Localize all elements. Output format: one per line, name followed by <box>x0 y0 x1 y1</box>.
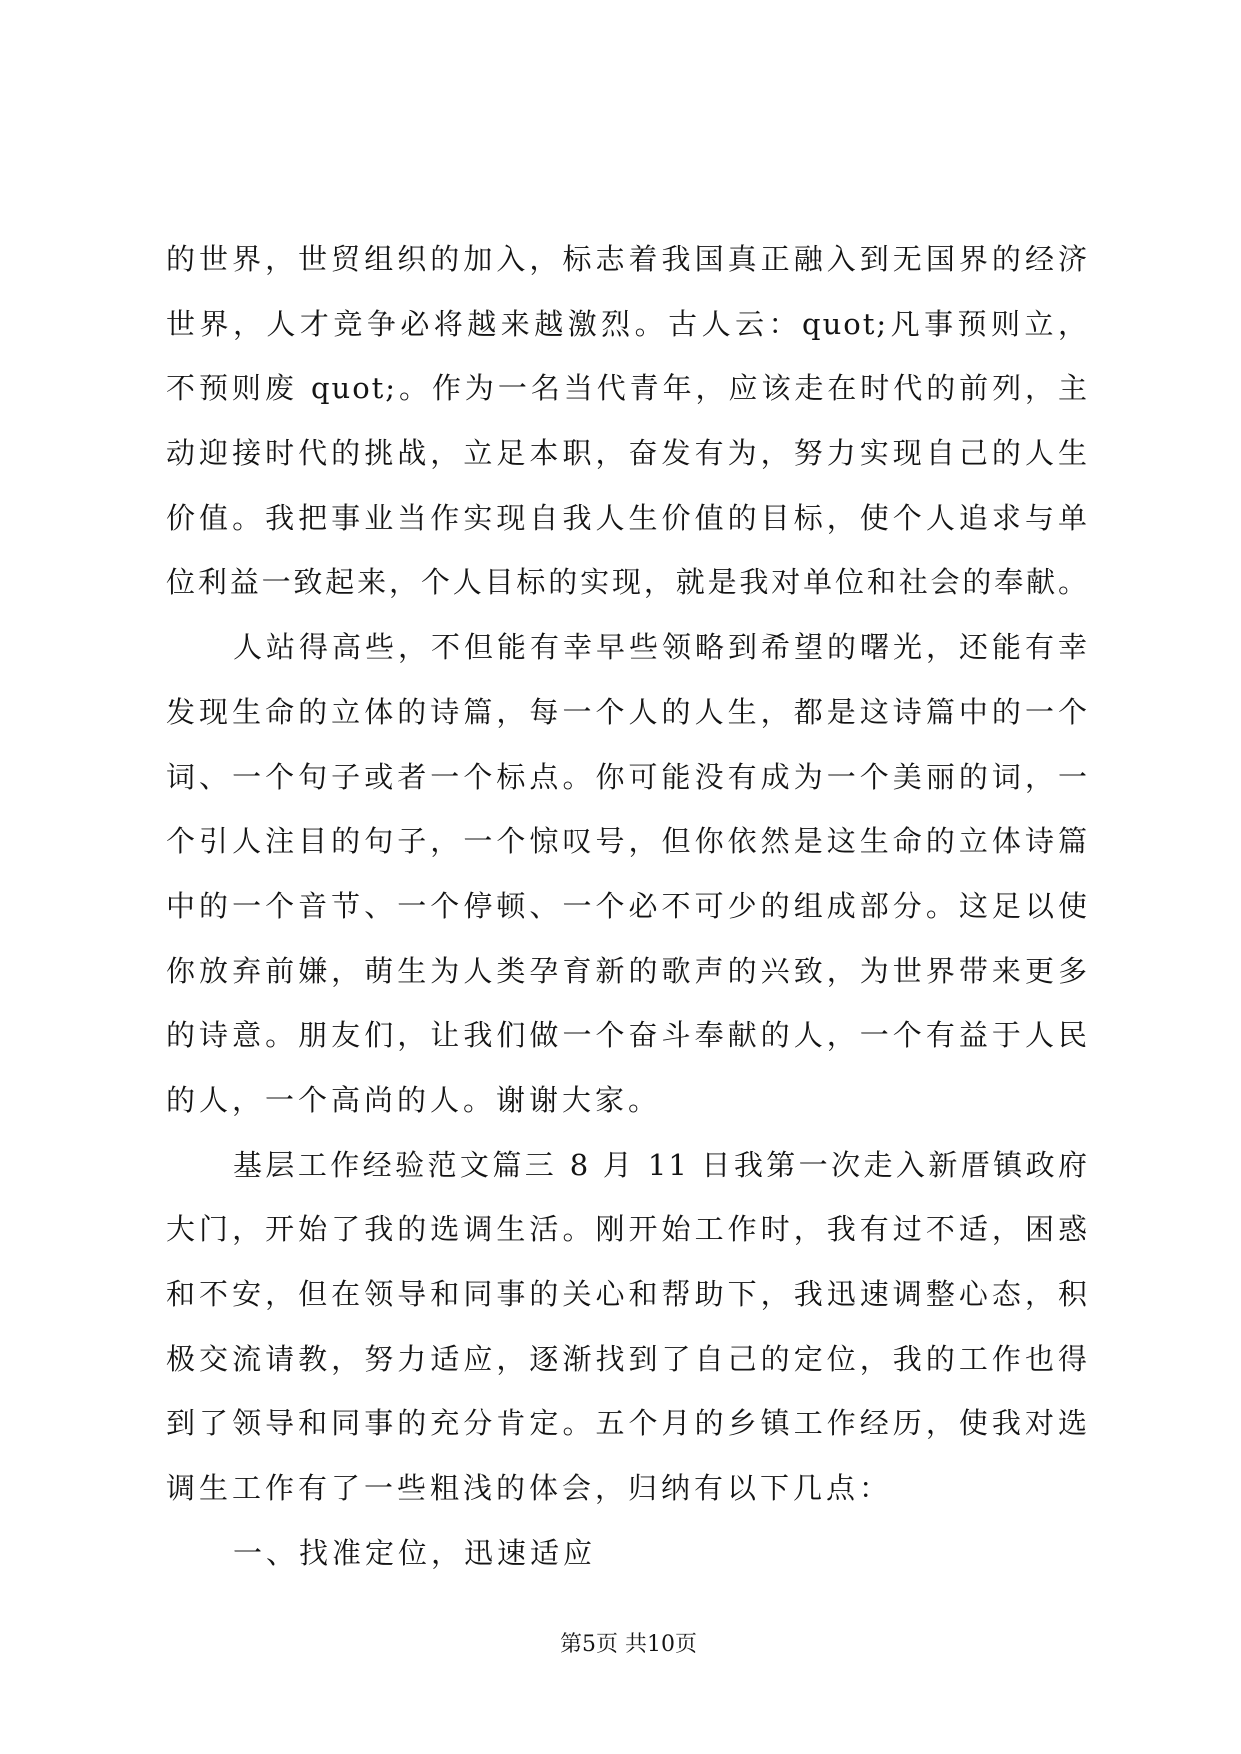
text-line: 世界，人才竞争必将越来越激烈。古人云：quot;凡事预则立， <box>166 306 1089 341</box>
paragraph <box>166 615 1089 1133</box>
paragraph <box>166 1133 1089 1521</box>
text-line: 的人，一个高尚的人。谢谢大家。 <box>166 1082 662 1117</box>
page-footer: 第5页 共10页 <box>560 1632 697 1657</box>
text-line: 基层工作经验范文篇三 8 月 11 日我第一次走入新厝镇政府 <box>233 1147 1089 1182</box>
text-line: 你放弃前嫌，萌生为人类孕育新的歌声的兴致，为世界带来更多 <box>166 953 1089 988</box>
text-line: 中的一个音节、一个停顿、一个必不可少的组成部分。这足以使 <box>166 888 1089 923</box>
text-line: 位利益一致起来，个人目标的实现，就是我对单位和社会的奉献。 <box>166 565 1089 600</box>
text-line: 价值。我把事业当作实现自我人生价值的目标，使个人追求与单 <box>166 500 1089 535</box>
text-line: 和不安，但在领导和同事的关心和帮助下，我迅速调整心态，积 <box>166 1277 1089 1311</box>
text-line: 个引人注目的句子，一个惊叹号，但你依然是这生命的立体诗篇 <box>166 824 1089 859</box>
paragraph-continuation <box>166 227 1089 615</box>
text-line: 发现生命的立体的诗篇，每一个人的人生，都是这诗篇中的一个 <box>166 694 1089 729</box>
text-line: 的诗意。朋友们，让我们做一个奋斗奉献的人，一个有益于人民 <box>166 1018 1089 1053</box>
text-line: 调生工作有了一些粗浅的体会，归纳有以下几点： <box>166 1471 893 1506</box>
text-line: 极交流请教，努力适应，逐渐找到了自己的定位，我的工作也得 <box>166 1341 1089 1376</box>
text-line: 人站得高些，不但能有幸早些领略到希望的曙光，还能有幸 <box>233 630 1089 665</box>
text-line: 大门，开始了我的选调生活。刚开始工作时，我有过不适，困惑 <box>166 1212 1089 1247</box>
text-line: 词、一个句子或者一个标点。你可能没有成为一个美丽的词，一 <box>166 759 1089 794</box>
document-body <box>166 227 1089 1585</box>
text-line: 动迎接时代的挑战，立足本职，奋发有为，努力实现自己的人生 <box>166 436 1089 471</box>
section-heading <box>166 1521 1089 1586</box>
heading-line: 一、找准定位，迅速适应 <box>233 1535 597 1570</box>
text-line: 到了领导和同事的充分肯定。五个月的乡镇工作经历，使我对选 <box>166 1406 1089 1441</box>
text-line: 的世界，世贸组织的加入，标志着我国真正融入到无国界的经济 <box>166 242 1089 276</box>
text-line: 不预则废 quot;。作为一名当代青年，应该走在时代的前列，主 <box>166 371 1089 406</box>
